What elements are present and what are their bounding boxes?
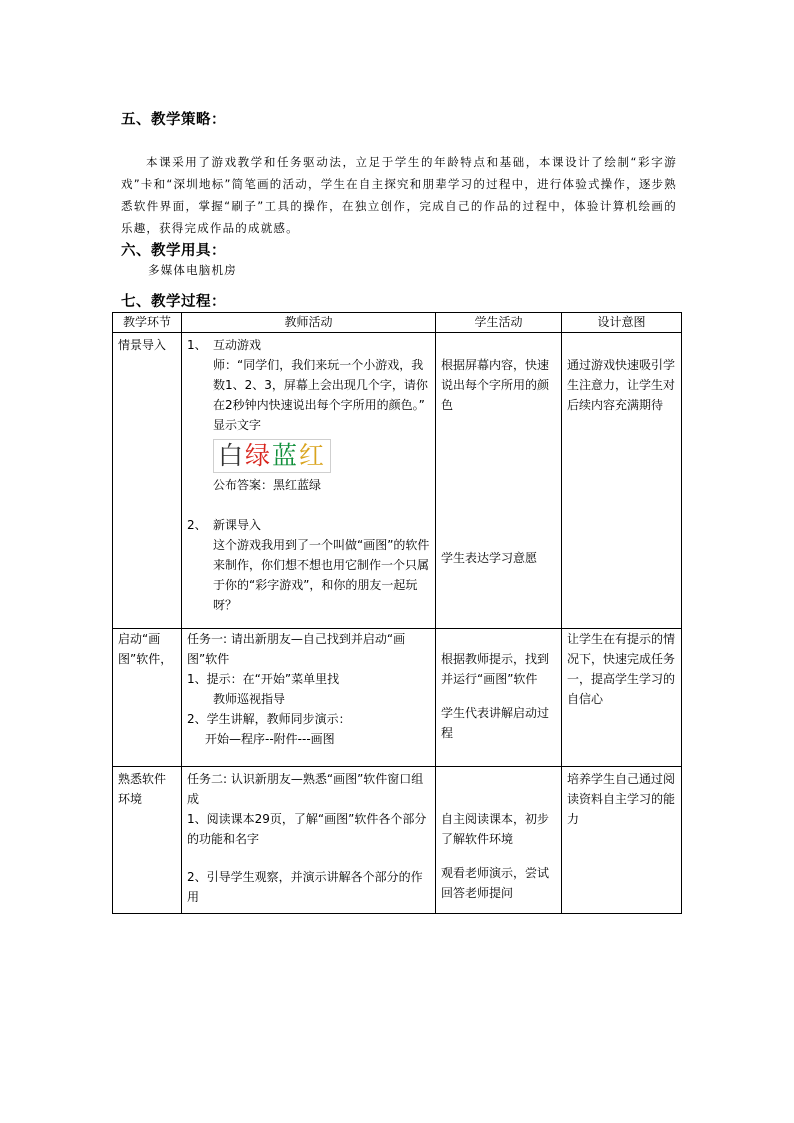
task-1-demo: 2、学生讲解，教师同步演示： <box>187 712 351 726</box>
student-activity-1: 根据屏幕内容，快速说出每个字所用的颜色 <box>441 358 550 412</box>
task-1-hint: 1、提示：在“开始”菜单里找 <box>187 672 340 686</box>
task-2-guide: 2、引导学生观察，并演示讲解各个部分的作用 <box>187 870 423 904</box>
strategy-heading: 五、教学策略： <box>121 112 226 128</box>
table-row <box>113 767 682 914</box>
stage-cell <box>113 767 182 914</box>
teacher-cell <box>182 629 436 767</box>
student-activity-1: 自主阅读课本，初步了解软件环境 <box>441 812 550 846</box>
color-word-4: 红 <box>299 441 327 470</box>
color-word-image <box>213 439 331 473</box>
intent-cell <box>562 333 682 629</box>
design-intent: 培养学生自己通过阅读资料自主学习的能力 <box>567 772 676 826</box>
color-word-3: 蓝 <box>272 441 300 470</box>
task-1-title: 任务一: 请出新朋友—自己找到并启动“画图”软件 <box>187 632 406 666</box>
lesson-process-table <box>112 312 682 914</box>
header-student: 学生活动 <box>436 313 562 333</box>
teacher-cell <box>182 333 436 629</box>
student-cell <box>436 629 562 767</box>
student-cell <box>436 767 562 914</box>
stage-label: 情景导入 <box>118 338 167 352</box>
task-2-title: 任务二: 认识新朋友—熟悉“画图”软件窗口组成 <box>187 772 424 806</box>
table-row <box>113 333 682 629</box>
teacher-item-2-text: 这个游戏我用到了一个叫做“画图”的软件来制作，你们想不想也用它制作一个只属于你的“彩字游戏”，和你的朋友一起玩呀？ <box>213 538 430 612</box>
teacher-item-1-text: 师：“同学们，我们来玩一个小游戏，我数1、2、3，屏幕上会出现几个字，请你在2秒钟内快速说出每个字所用的颜色。” <box>213 358 428 412</box>
intent-cell <box>562 767 682 914</box>
tools-text: 多媒体电脑机房 <box>148 263 237 277</box>
process-heading: 七、教学过程： <box>121 294 226 310</box>
student-activity-2: 学生代表讲解启动过程 <box>441 706 550 740</box>
strategy-paragraph: 本课采用了游戏教学和任务驱动法，立足于学生的年龄特点和基础，本课设计了绘制“彩字游戏”卡和“深圳地标”简笔画的活动，学生在自主探究和朋辈学习的过程中，进行体验式操作，逐步熟悉软件界面，掌握“刷子”工具的操作，在独立创作，完成自己的作品的过程中，体验计算机绘画的乐趣，获得完成作品的成就感。 <box>121 155 677 235</box>
student-activity-1: 根据教师提示，找到并运行“画图”软件 <box>441 652 550 686</box>
design-intent: 让学生在有提示的情况下，快速完成任务一，提高学生学习的自信心 <box>567 632 676 706</box>
header-intent: 设计意图 <box>562 313 682 333</box>
student-cell <box>436 333 562 629</box>
intent-cell <box>562 629 682 767</box>
stage-cell <box>113 333 182 629</box>
color-word-1: 白 <box>218 441 246 470</box>
task-1-patrol: 教师巡视指导 <box>213 692 286 706</box>
task-2-read: 1、阅读课本29页，了解“画图”软件各个部分的功能和名字 <box>187 812 427 846</box>
stage-label: 熟悉软件环境 <box>118 772 167 806</box>
header-stage: 教学环节 <box>113 313 182 333</box>
show-text-label: 显示文字 <box>213 418 262 432</box>
header-teacher: 教师活动 <box>182 313 436 333</box>
answer-text: 公布答案：黑红蓝绿 <box>213 478 322 492</box>
student-activity-2: 观看老师演示，尝试回答老师提问 <box>441 866 550 900</box>
table-row <box>113 629 682 767</box>
design-intent: 通过游戏快速吸引学生注意力，让学生对后续内容充满期待 <box>567 358 676 412</box>
teacher-item-1-title: 1、 互动游戏 <box>187 338 262 352</box>
student-activity-2: 学生表达学习意愿 <box>441 551 538 565</box>
color-word-2: 绿 <box>245 441 273 470</box>
task-1-path: 开始—程序--附件---画图 <box>205 732 335 746</box>
stage-cell <box>113 629 182 767</box>
tools-heading: 六、教学用具： <box>121 243 226 259</box>
table-header-row <box>113 313 682 333</box>
teacher-item-2-title: 2、 新课导入 <box>187 518 262 532</box>
teacher-cell <box>182 767 436 914</box>
stage-label: 启动“画图”软件， <box>118 632 173 666</box>
